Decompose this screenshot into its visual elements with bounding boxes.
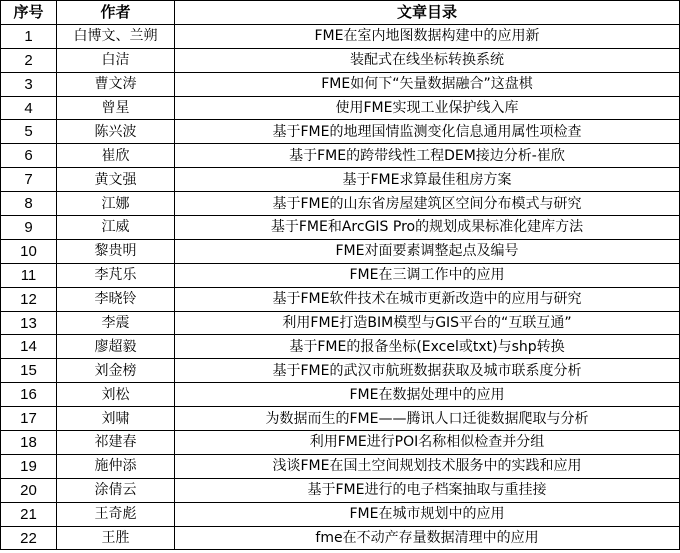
row-author: 涂倩云 <box>57 478 175 502</box>
table-row <box>1 383 680 407</box>
row-title: 基于FME求算最佳租房方案 <box>175 168 680 192</box>
row-author: 李震 <box>57 311 175 335</box>
table-row <box>1 239 680 263</box>
row-title: FME如何下“矢量数据融合”这盘棋 <box>175 72 680 96</box>
row-title: 使用FME实现工业保护线入库 <box>175 96 680 120</box>
row-author: 白博文、兰朔 <box>57 24 175 48</box>
row-title: FME对面要素调整起点及编号 <box>175 239 680 263</box>
row-title: 基于FME的地理国情监测变化信息通用属性项检查 <box>175 120 680 144</box>
row-title: FME在城市规划中的应用 <box>175 502 680 526</box>
table-row <box>1 287 680 311</box>
row-number: 6 <box>1 144 57 168</box>
row-title: 浅谈FME在国土空间规划技术服务中的实践和应用 <box>175 454 680 478</box>
row-number: 16 <box>1 383 57 407</box>
table-row <box>1 311 680 335</box>
row-title: 基于FME的报备坐标(Excel或txt)与shp转换 <box>175 335 680 359</box>
row-number: 2 <box>1 48 57 72</box>
row-number: 17 <box>1 407 57 431</box>
row-number: 15 <box>1 359 57 383</box>
table-row <box>1 72 680 96</box>
row-title: 基于FME的跨带线性工程DEM接边分析-崔欣 <box>175 144 680 168</box>
row-number: 20 <box>1 478 57 502</box>
row-number: 9 <box>1 216 57 240</box>
row-title: 利用FME打造BIM模型与GIS平台的“互联互通” <box>175 311 680 335</box>
row-number: 10 <box>1 239 57 263</box>
row-author: 王胜 <box>57 526 175 550</box>
header-row <box>1 1 680 25</box>
row-author: 王奇彪 <box>57 502 175 526</box>
row-title: 基于FME进行的电子档案抽取与重挂接 <box>175 478 680 502</box>
row-author: 黎贵明 <box>57 239 175 263</box>
row-author: 曹文涛 <box>57 72 175 96</box>
table-row <box>1 526 680 550</box>
row-title: 基于FME的武汉市航班数据获取及城市联系度分析 <box>175 359 680 383</box>
row-title: 基于FME和ArcGIS Pro的规划成果标准化建库方法 <box>175 216 680 240</box>
row-number: 3 <box>1 72 57 96</box>
row-title: 利用FME进行POI名称相似检查并分组 <box>175 431 680 455</box>
row-number: 5 <box>1 120 57 144</box>
row-number: 4 <box>1 96 57 120</box>
table-row <box>1 24 680 48</box>
row-author: 陈兴波 <box>57 120 175 144</box>
table-row <box>1 144 680 168</box>
row-author: 李晓铃 <box>57 287 175 311</box>
row-number: 7 <box>1 168 57 192</box>
row-number: 1 <box>1 24 57 48</box>
row-number: 12 <box>1 287 57 311</box>
row-author: 廖超毅 <box>57 335 175 359</box>
table-row <box>1 168 680 192</box>
table-row <box>1 478 680 502</box>
table-row <box>1 454 680 478</box>
header-num: 序号 <box>1 1 57 25</box>
row-author: 江威 <box>57 216 175 240</box>
row-author: 江娜 <box>57 192 175 216</box>
table-row <box>1 407 680 431</box>
row-author: 施仲添 <box>57 454 175 478</box>
row-author: 白洁 <box>57 48 175 72</box>
row-author: 刘松 <box>57 383 175 407</box>
row-title: 装配式在线坐标转换系统 <box>175 48 680 72</box>
row-number: 18 <box>1 431 57 455</box>
row-author: 刘啸 <box>57 407 175 431</box>
row-title: 基于FME的山东省房屋建筑区空间分布模式与研究 <box>175 192 680 216</box>
row-number: 19 <box>1 454 57 478</box>
row-number: 13 <box>1 311 57 335</box>
header-title: 文章目录 <box>175 1 680 25</box>
row-author: 李芃乐 <box>57 263 175 287</box>
table-row <box>1 96 680 120</box>
header-author: 作者 <box>57 1 175 25</box>
row-author: 曾星 <box>57 96 175 120</box>
row-author: 祁建春 <box>57 431 175 455</box>
row-title: 为数据而生的FME——腾讯人口迁徙数据爬取与分析 <box>175 407 680 431</box>
row-title: 基于FME软件技术在城市更新改造中的应用与研究 <box>175 287 680 311</box>
table-row <box>1 335 680 359</box>
row-title: fme在不动产存量数据清理中的应用 <box>175 526 680 550</box>
table-row <box>1 120 680 144</box>
table-row <box>1 48 680 72</box>
row-number: 14 <box>1 335 57 359</box>
table-row <box>1 192 680 216</box>
row-author: 刘金榜 <box>57 359 175 383</box>
table-row <box>1 263 680 287</box>
row-author: 黄文强 <box>57 168 175 192</box>
row-title: FME在三调工作中的应用 <box>175 263 680 287</box>
row-number: 11 <box>1 263 57 287</box>
row-number: 22 <box>1 526 57 550</box>
table-row <box>1 359 680 383</box>
row-title: FME在数据处理中的应用 <box>175 383 680 407</box>
table-row <box>1 502 680 526</box>
table-row <box>1 216 680 240</box>
row-author: 崔欣 <box>57 144 175 168</box>
table-row <box>1 431 680 455</box>
row-number: 21 <box>1 502 57 526</box>
row-title: FME在室内地图数据构建中的应用新 <box>175 24 680 48</box>
row-number: 8 <box>1 192 57 216</box>
